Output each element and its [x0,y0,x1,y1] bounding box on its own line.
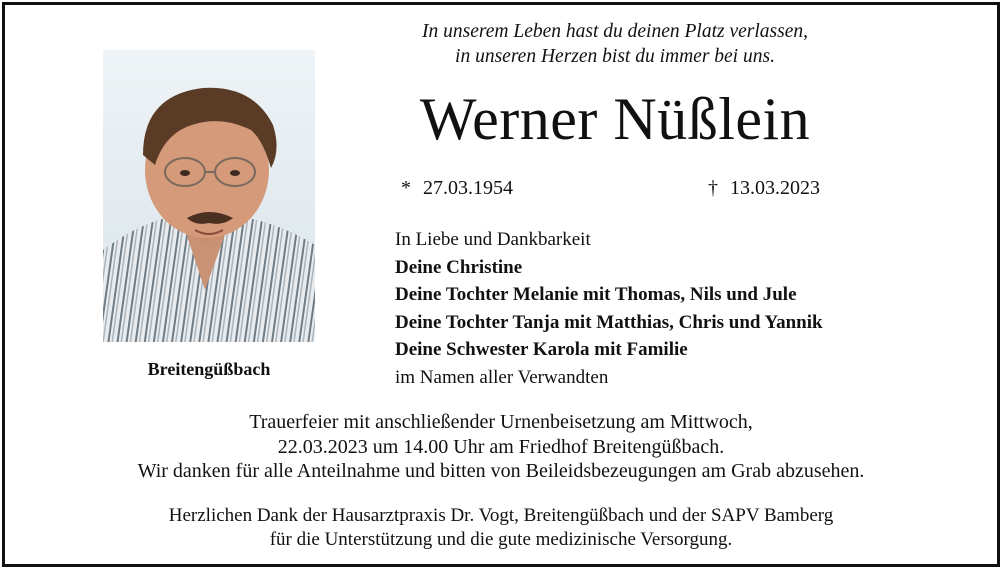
ceremony-line: 22.03.2023 um 14.00 Uhr am Friedhof Breitengüßbach. [277,435,725,458]
thanks-line: für die Unterstützung und die gute medizinische Versorgung. [269,529,733,550]
death-date: 13.03.2023 [730,177,820,199]
birth-star-icon: * [401,177,411,199]
funeral-announcement [5,410,997,484]
mourners-intro: In Liebe und Dankbarkeit [395,229,591,250]
memorial-verse [305,19,925,69]
acknowledgement-text [5,504,997,552]
mourner-line: Deine Christine [395,256,523,278]
ceremony-line: Trauerfeier mit anschließender Urnenbeisetzung am Mittwoch, [249,411,753,433]
mourner-line: Deine Tochter Tanja mit Matthias, Chris und Yannik [395,311,823,333]
mourner-line: Deine Tochter Melanie mit Thomas, Nils und Jule [395,284,797,305]
ceremony-line: Wir danken für alle Anteilnahme und bitten von Beileidsbezeugungen am Grab abzusehen. [137,460,865,482]
verse-line: In unserem Leben hast du deinen Platz verlassen, [422,21,808,42]
place-of-residence: Breitengüßbach [147,359,271,379]
verse-line: in unseren Herzen bist du immer bei uns. [455,46,775,67]
birth-date: 27.03.1954 [423,177,513,199]
deceased-name: Werner Nüßlein [419,86,811,152]
mourner-line: Deine Schwester Karola mit Familie [395,339,688,360]
death-date-line [708,177,820,200]
obituary-notice [2,2,1000,567]
mourners-block [395,226,823,391]
portrait-photo [103,50,315,342]
birth-date-line [401,177,513,200]
death-cross-icon: † [708,177,718,199]
mourners-outro: im Namen aller Verwandten [395,366,609,388]
thanks-line: Herzlichen Dank der Hausarztpraxis Dr. Vogt, Breitengüßbach und der SAPV Bamberg [168,505,834,526]
